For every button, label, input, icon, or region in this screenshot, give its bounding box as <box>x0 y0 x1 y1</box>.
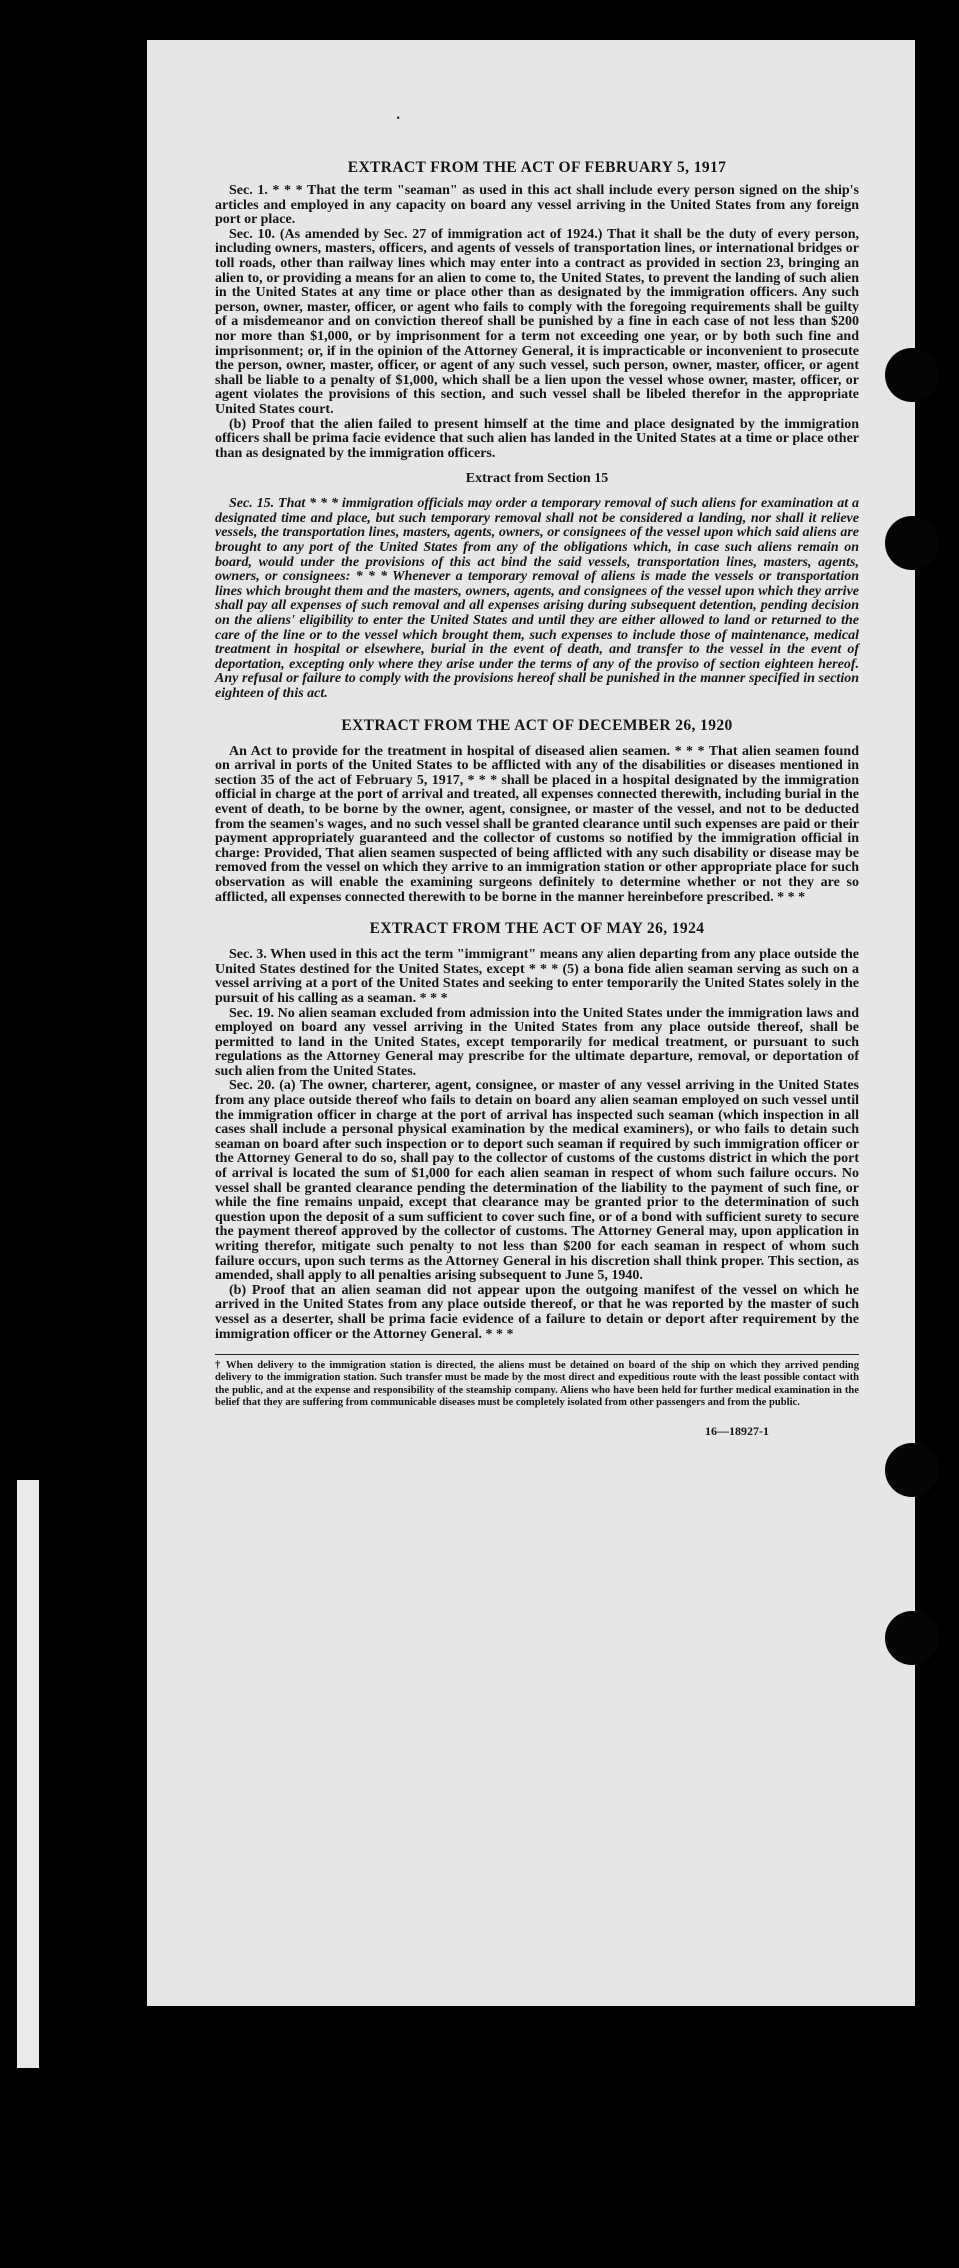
punch-hole-2 <box>885 516 939 570</box>
paragraph-sec-15: Sec. 15. That * * * immigration officials may order a temporary removal of such aliens for examination at a designated time and place, but such temporary removal shall not be considered a landing, nor shall it relieve vessels, the transportation lines, masters, agents, owners, or consignees of the vessel upon which said aliens are brought to any port of the United States from any of the obligations which, in case such aliens remain on board, would under the provisions of this act bind the said vessels, transportation lines, masters, agents, owners, or consignees: * * * Whenever a temporary removal of aliens is made the vessels or transportation lines which brought them and the masters, owners, agents, and consignees of the vessel upon which they arrive shall pay all expenses of such removal and all expenses arising during subsequent detention, pending decision on the aliens' eligibility to enter the United States and until they are either allowed to land or returned to the care of the line or to the vessel which brought them, such expenses to include those of maintenance, medical treatment in hospital or elsewhere, burial in the event of death, and transfer to the vessel in the event of deportation, excepting only where they arise under the terms of any of the proviso of section eighteen hereof. Any refusal or failure to comply with the provisions hereof shall be punished in the manner specified in section eighteen of this act. <box>215 496 859 701</box>
footnote: † When delivery to the immigration station is directed, the aliens must be detained on board of the ship on which they arrived pending delivery to the immigration station. Such transfer must be made by the most direct and expeditious route with the least possible contact with the public, and at the expense and responsibility of the steamship company. Aliens who have been held for further medical examination in the belief that they are suffering from communicable diseases must be completely isolated from other passengers and from the public. <box>215 1354 859 1409</box>
document-page <box>147 40 915 2006</box>
punch-hole-4 <box>885 1611 939 1665</box>
paragraph-sec-10: Sec. 10. (As amended by Sec. 27 of immigration act of 1924.) That it shall be the duty of every person, including owners, masters, officers, and agents of vessels of transportation lines, or international bridges or toll roads, other than railway lines which may enter into a contract as provided in section 23, bringing an alien to, or providing a means for an alien to come to, the United States, to prevent the landing of such alien in the United States at any time or place other than as designated by the immigration officers. Any such person, owner, master, officer, or agent who fails to comply with the foregoing requirements shall be guilty of a misdemeanor and on conviction thereof shall be punished by a fine in each case of not less than $200 nor more than $1,000, or by imprisonment for a term not exceeding one year, or by both such fine and imprisonment; or, if in the opinion of the Attorney General, it is impracticable or inconvenient to prosecute the person, owner, master, officer, or agent of any such vessel, such person, owner, master, officer, or agent shall be liable to a penalty of $1,000, which shall be a lien upon the vessel whose owner, master, officer, or agent violates the provisions of this section, and such vessel shall be libeled therefor in the appropriate United States court. <box>215 226 859 417</box>
paragraph-sec-20a: Sec. 20. (a) The owner, charterer, agent, consignee, or master of any vessel arriving in the United States from any place outside thereof who fails to detain on board any alien seaman employed on such vessel until the immigration officer in charge at the port of arrival has inspected such seaman (which inspection in all cases shall include a personal physical examination by the medical examiners), or who fails to detain such seaman on board after such inspection or to deport such seaman if required by such immigration officer or the Attorney General to do so, shall pay to the collector of customs of the customs district in which the port of arrival is located the sum of $1,000 for each alien seaman in respect of whom such failure occurs. No vessel shall be granted clearance pending the determination of the liability to the payment of such fine, or while the fine remains unpaid, except that clearance may be granted prior to the determination of such question upon the deposit of a sum sufficient to cover such fine, or of a bond with sufficient surety to secure the payment thereof approved by the collector of customs. The Attorney General may, upon application in writing therefor, mitigate such penalty to not less than $200 for each seaman in respect of whom such failure occurs, upon such terms as the Attorney General in his discretion shall think proper. This section, as amended, shall apply to all penalties arising subsequent to June 5, 1940. <box>215 1078 859 1284</box>
paragraph-sec-10b: (b) Proof that the alien failed to present himself at the time and place designated by the immigration officers shall be prima facie evidence that such alien has landed in the United States at a time or place other than as designated by the immigration officers. <box>215 416 859 461</box>
heading-act-1917: EXTRACT FROM THE ACT OF FEBRUARY 5, 1917 <box>347 159 727 176</box>
paragraph-sec-3: Sec. 3. When used in this act the term "immigrant" means any alien departing from any place outside the United States destined for the United States, except * * * (5) a bona fide alien seaman serving as such on a vessel arriving at a port of the United States and seeking to enter temporarily the United States solely in the pursuit of his calling as a seaman. * * * <box>215 947 859 1006</box>
paragraph-sec-20b: (b) Proof that an alien seaman did not appear upon the outgoing manifest of the vessel on which he arrived in the United States from any place outside thereof, or that he was reported by the master of such vessel as a deserter, shall be prima facie evidence of a failure to detain or deport after requirement by the immigration officer or the Attorney General. * * * <box>215 1282 859 1342</box>
paragraph-sec-19: Sec. 19. No alien seaman excluded from admission into the United States under the immigration laws and employed on board any vessel arriving in the United States from any place outside thereof, shall be permitted to land in the United States, except temporarily for medical treatment, or pursuant to such regulations as the Attorney General may prescribe for the ultimate departure, removal, or deportation of such alien from the United States. <box>215 1005 859 1079</box>
heading-act-1924: EXTRACT FROM THE ACT OF MAY 26, 1924 <box>369 920 705 938</box>
heading-section-15: Extract from Section 15 <box>465 471 609 487</box>
form-number: 16—18927-1 <box>705 1424 769 1439</box>
heading-act-1920: EXTRACT FROM THE ACT OF DECEMBER 26, 1920 <box>341 716 733 734</box>
left-edge-paper-strip <box>17 1480 39 2068</box>
speck-mark: . <box>395 100 402 124</box>
paragraph-sec-1: Sec. 1. * * * That the term "seaman" as used in this act shall include every person signed on the ship's articles and employed in any capacity on board any vessel arriving in the United States from any foreign port or place. <box>215 183 859 228</box>
paragraph-act-1920: An Act to provide for the treatment in hospital of diseased alien seamen. * * * That alien seamen found on arrival in ports of the United States to be afflicted with any of the disabilities or diseases mentioned in section 35 of the act of February 5, 1917, * * * shall be placed in a hospital designated by the immigration official in charge at the port of arrival and treated, all expenses connected therewith, including burial in the event of death, to be borne by the owner, agent, consignee, or master of the vessel, and not to be deducted from the seamen's wages, and no such vessel shall be granted clearance until such expenses are paid or their payment appropriately guaranteed and the collector of customs so notified by the immigration official in charge: Provided, That alien seamen suspected of being afflicted with any such disability or disease may be removed from the vessel on which they arrive to an immigration station or other appropriate place for such observation as will enable the examining surgeons definitely to determine whether or not they are so afflicted, all expenses connected therewith to be borne in the manner hereinbefore prescribed. * * * <box>215 743 859 905</box>
punch-hole-3 <box>885 1443 939 1497</box>
punch-hole-1 <box>885 348 939 402</box>
